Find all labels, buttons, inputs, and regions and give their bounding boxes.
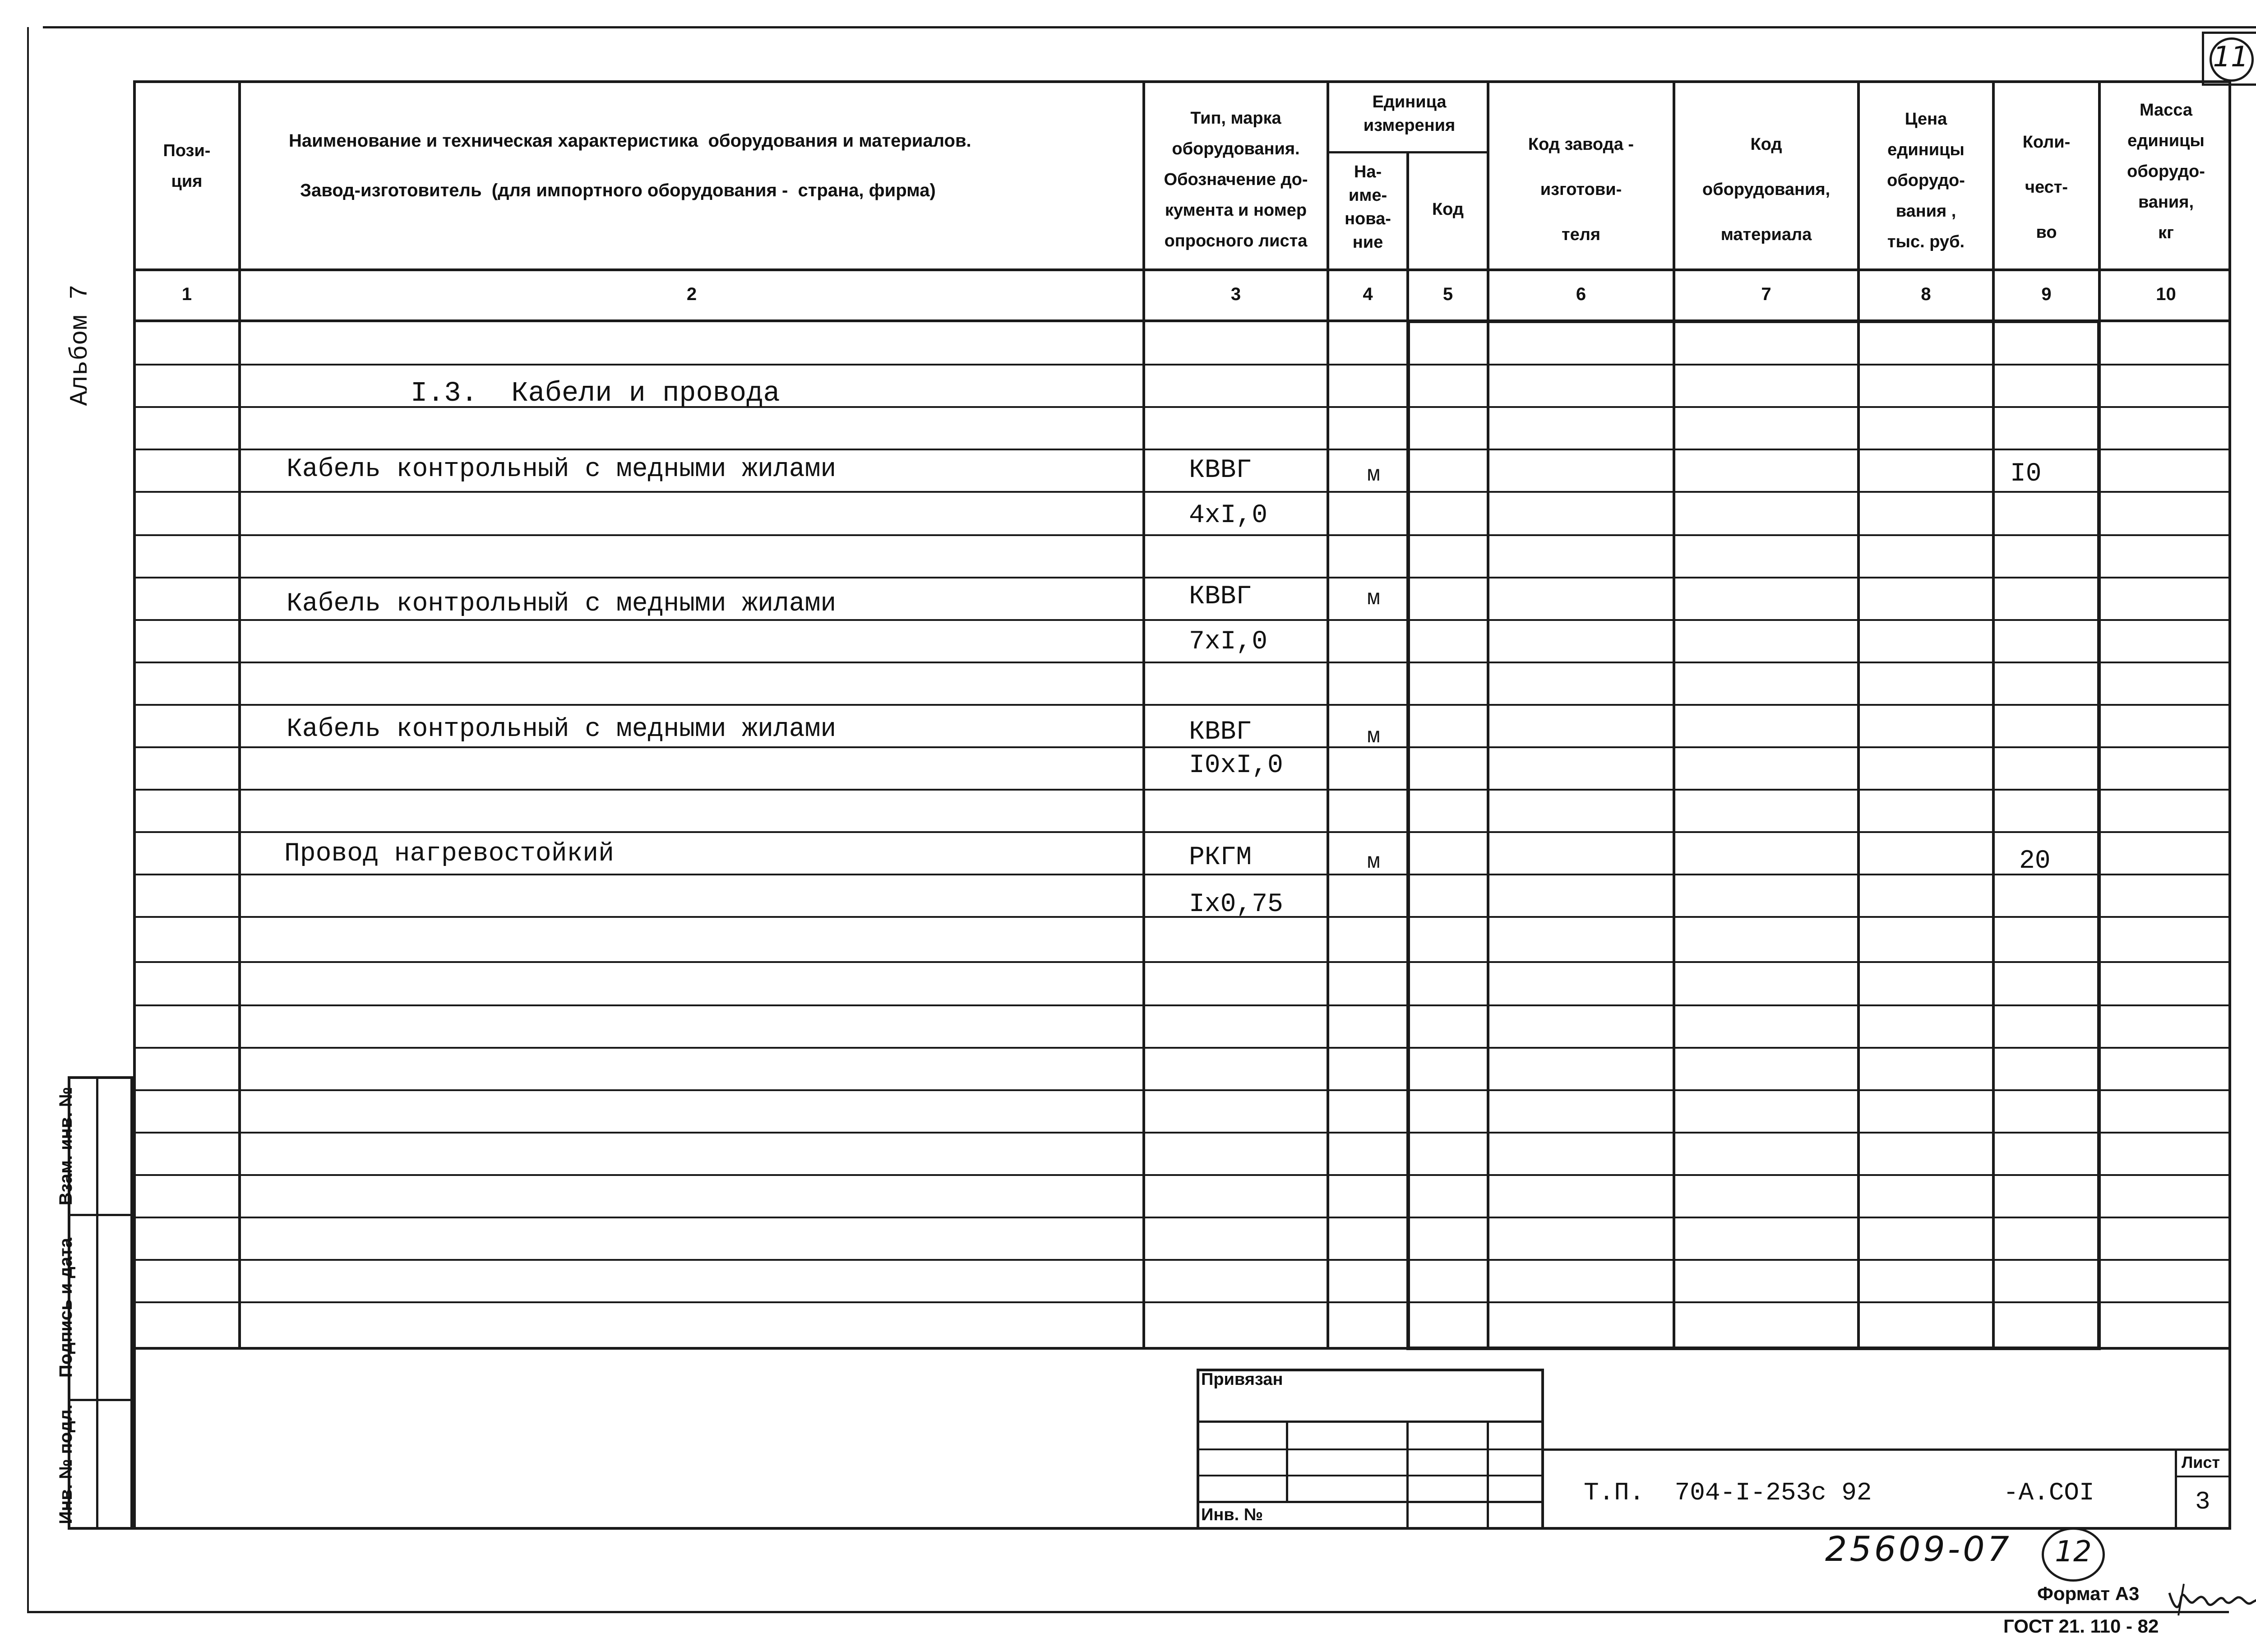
item-name: Провод нагревостойкий	[284, 839, 614, 869]
unit-subheader-rule	[1327, 151, 1489, 153]
header-unit-name: На- име- нова- ние	[1345, 162, 1391, 252]
header-quantity: Коли- чест- во	[2022, 133, 2071, 242]
designation-suffix: -А.СОI	[2003, 1478, 2094, 1507]
item-name: Кабель контрольный с медными жилами	[287, 715, 837, 744]
row-rule	[133, 874, 2231, 875]
privyazan-col	[1286, 1421, 1288, 1502]
item-type: КВВГ	[1189, 456, 1252, 485]
col-number: 8	[1921, 284, 1931, 304]
header-unit-code: Код	[1432, 200, 1464, 219]
item-type: РКГМ	[1189, 843, 1252, 872]
item-spec: 4хI,0	[1189, 501, 1268, 530]
row-rule	[133, 831, 2231, 833]
album-label: Альбом 7	[65, 284, 94, 406]
circled-mark-number: 12	[2055, 1535, 2092, 1569]
row-rule	[133, 1174, 2231, 1176]
header-name-line2: Завод-изготовитель (для импортного оборудования - страна, фирма)	[300, 180, 936, 200]
row-rule	[133, 1301, 2231, 1303]
item-type: КВВГ	[1189, 582, 1252, 611]
col-divider-3	[1327, 80, 1329, 1349]
item-quantity: 20	[2019, 847, 2051, 876]
item-unit: м	[1367, 587, 1380, 611]
item-spec: I0хI,0	[1189, 751, 1283, 780]
signature-scribble	[2166, 1579, 2256, 1620]
col-number: 7	[1761, 284, 1771, 304]
privyazan-col	[1406, 1421, 1409, 1530]
row-rule	[133, 364, 2231, 366]
section-title: I.3. Кабели и провода	[411, 377, 780, 409]
row-rule	[133, 1004, 2231, 1006]
header-bottom-rule	[133, 268, 2231, 271]
sheet-cell-divider	[2175, 1448, 2177, 1530]
left-page-line	[27, 27, 29, 1612]
privyazan-rule	[1197, 1421, 1544, 1423]
side-inv-label: Инв. № подл.	[56, 1404, 76, 1524]
item-quantity: I0	[2010, 459, 2042, 489]
col-number: 4	[1363, 284, 1373, 304]
format-label: Формат А3	[2037, 1583, 2140, 1604]
row-rule	[133, 961, 2231, 963]
row-rule	[133, 704, 2231, 706]
item-spec: Iх0,75	[1189, 890, 1283, 919]
col-number: 3	[1230, 284, 1241, 304]
circled-mark	[2042, 1527, 2105, 1582]
bottom-page-line	[27, 1611, 2229, 1613]
header-position: Пози- ция	[163, 141, 211, 191]
item-spec: 7хI,0	[1189, 627, 1268, 657]
item-name: Кабель контрольный с медными жилами	[287, 455, 837, 484]
col-divider-1	[238, 80, 241, 1349]
header-unit-price: Цена единицы оборудо- вания , тыс. руб.	[1887, 110, 1965, 251]
archive-number: 25609-07	[1825, 1529, 2012, 1569]
col-number: 6	[1576, 284, 1586, 304]
row-rule	[133, 577, 2231, 578]
row-rule	[133, 534, 2231, 536]
privyazan-label: Привязан	[1201, 1370, 1283, 1389]
header-unit: Единица измерения	[1363, 93, 1456, 135]
top-page-line	[43, 26, 2256, 28]
row-rule	[133, 619, 2231, 621]
header-mass: Масса единицы оборудо- вания, кг	[2127, 101, 2205, 242]
sheet-mark-number: 11	[2213, 40, 2249, 73]
side-vzam-label: Взам. инв. №	[56, 1087, 76, 1206]
designation-top-rule	[1543, 1448, 2231, 1451]
side-podpis-label: Подпись и дата	[56, 1238, 76, 1378]
col-number: 1	[181, 284, 192, 304]
side-stamp-divider	[96, 1076, 98, 1530]
header-name-line1: Наименование и техническая характеристика оборудования и материалов.	[289, 131, 971, 151]
privyazan-col	[1487, 1421, 1489, 1530]
body-bottom-rule	[133, 1347, 2231, 1350]
privyazan-rule	[1197, 1475, 1544, 1476]
codes-box	[1406, 319, 2101, 1350]
header-factory-code: Код завода - изготови- теля	[1528, 135, 1634, 244]
gost-label: ГОСТ 21. 110 - 82	[2003, 1615, 2159, 1637]
header-equipment-code: Код оборудования, материала	[1702, 135, 1831, 244]
item-name: Кабель контрольный с медными жилами	[287, 589, 837, 619]
designation: Т.П. 704-I-253с 92	[1584, 1478, 1872, 1507]
item-unit: м	[1367, 850, 1380, 875]
row-rule	[133, 1259, 2231, 1261]
row-rule	[133, 1132, 2231, 1134]
row-rule	[133, 1047, 2231, 1049]
sheet-label: Лист	[2182, 1453, 2220, 1472]
col-number: 10	[2156, 284, 2176, 304]
item-type: КВВГ	[1189, 717, 1252, 747]
row-rule	[133, 746, 2231, 748]
row-rule	[133, 449, 2231, 450]
col-divider-2	[1142, 80, 1145, 1349]
privyazan-rule	[1197, 1448, 1544, 1450]
row-rule	[133, 1217, 2231, 1218]
col-number: 9	[2041, 284, 2052, 304]
header-type: Тип, марка оборудования. Обозначение до- кумента и номер опросного листа	[1164, 109, 1308, 250]
item-unit: м	[1367, 725, 1380, 749]
row-rule	[133, 1089, 2231, 1091]
privyazan-rule	[1197, 1501, 1544, 1503]
inv-no-label: Инв. №	[1201, 1505, 1263, 1524]
col-number: 5	[1442, 284, 1453, 304]
sheet-cell-rule	[2175, 1476, 2231, 1477]
row-rule	[133, 789, 2231, 791]
sheet-mark-box	[2202, 32, 2256, 86]
row-rule	[133, 491, 2231, 493]
row-rule	[133, 662, 2231, 663]
side-stamp-rule	[68, 1214, 133, 1216]
row-rule	[133, 916, 2231, 918]
item-unit: м	[1367, 463, 1380, 487]
sheet-number: 3	[2195, 1487, 2210, 1516]
col-number: 2	[686, 284, 697, 304]
